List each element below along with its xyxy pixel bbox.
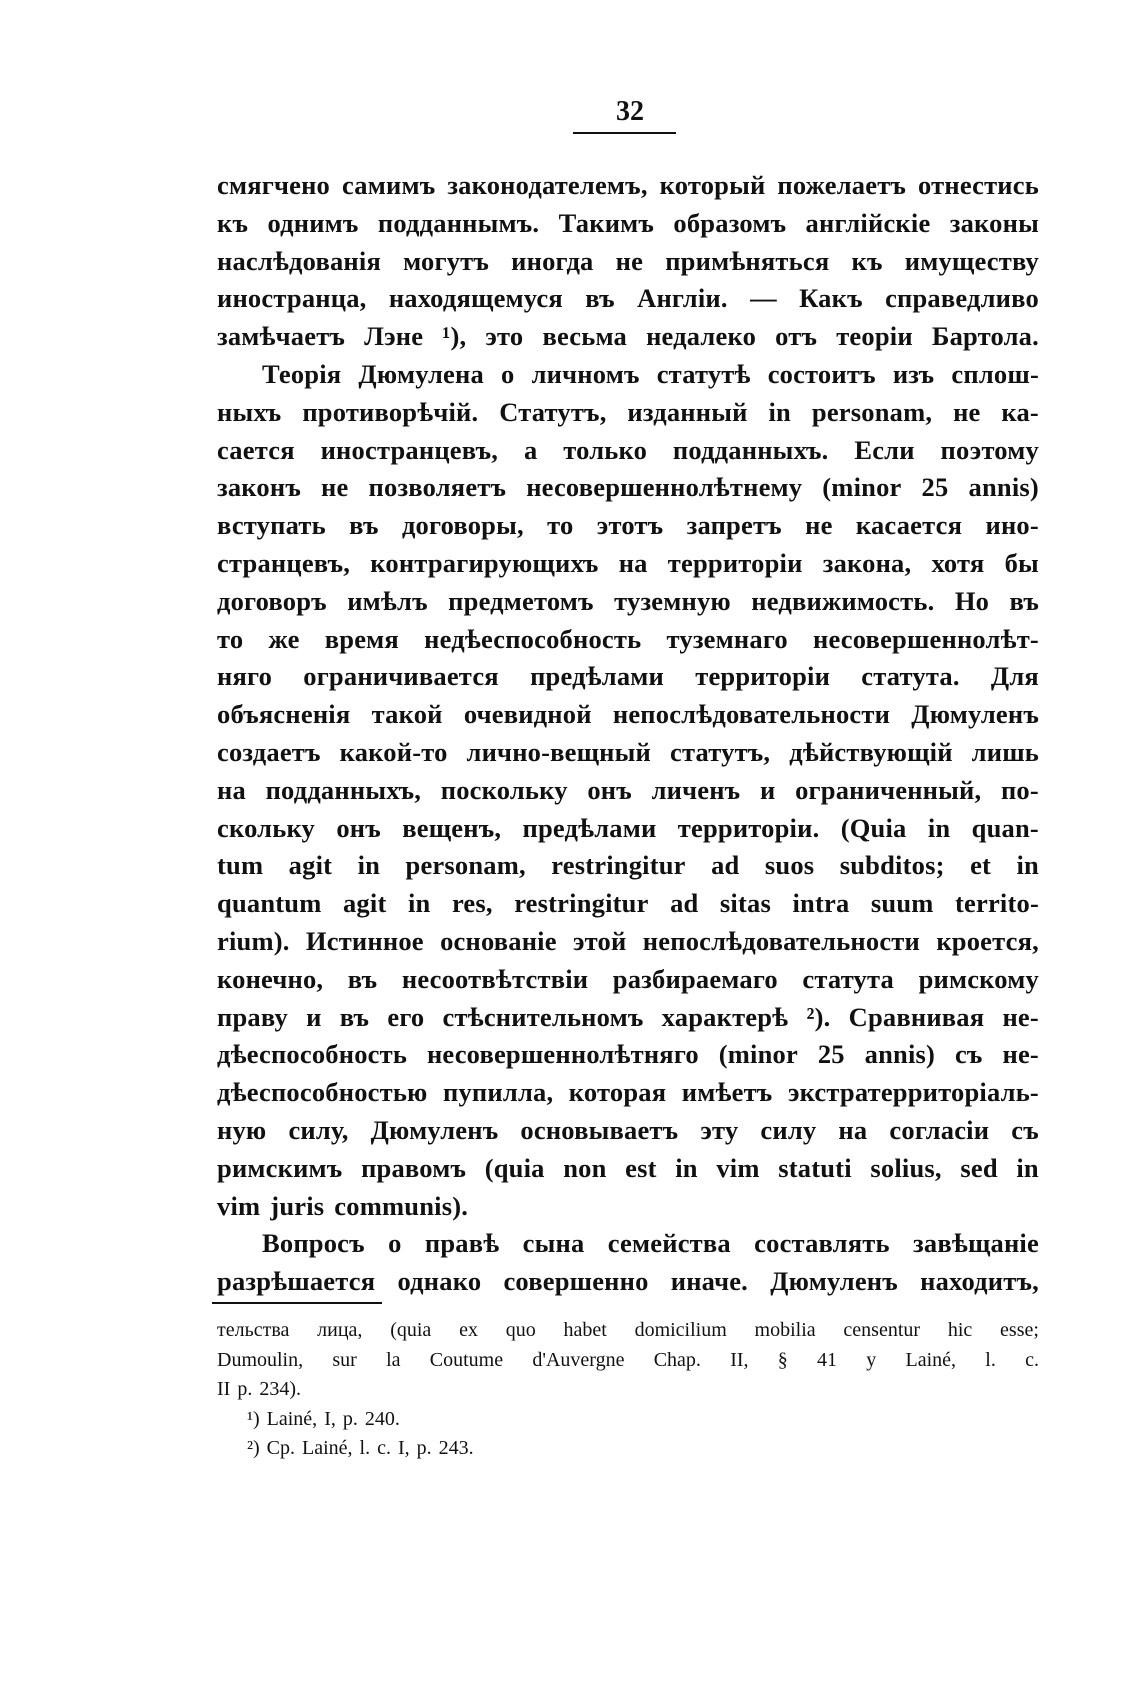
text-line: законъ не позволяетъ несовершеннолѣтнему (minor 25 annis) (217, 472, 1039, 503)
text-line: ную силу, Дюмуленъ основываетъ эту силу на согласіи съ (217, 1114, 1039, 1145)
text-line: tum agit in personam, restringitur ad suos subditos; et in (217, 850, 1039, 881)
footnote-separator (212, 1302, 382, 1304)
text-line: создаетъ какой-то лично-вещный статутъ, дѣйствующій лишь (217, 736, 1039, 767)
text-line: дѣеспособностью пупилла, которая имѣетъ экстратерриторіаль- (217, 1077, 1039, 1108)
text-line: скольку онъ вещенъ, предѣлами территоріи. (Quia in quan- (217, 812, 1039, 843)
text-line: дѣеспособность несовершеннолѣтняго (minor 25 annis) съ не- (217, 1039, 1039, 1070)
page-number-rule (573, 132, 676, 134)
footnote-line: II p. 234). (217, 1378, 301, 1400)
text-line: quantum agit in res, restringitur ad sitas intra suum territo- (217, 888, 1039, 919)
footnotes (217, 1316, 1039, 1464)
text-line: странцевъ, контрагирующихъ на территоріи закона, хотя бы (217, 547, 1039, 578)
text-line: смягчено самимъ законодателемъ, который пожелаетъ отнестись (217, 170, 1039, 200)
text-line: римскимъ правомъ (quia non est in vim statuti solius, sed in (217, 1152, 1039, 1183)
text-line: на подданныхъ, поскольку онъ личенъ и ограниченный, по- (217, 774, 1039, 805)
text-line: объясненія такой очевидной непослѣдовательности Дюмуленъ (217, 699, 1039, 730)
text-line: договоръ имѣлъ предметомъ туземную недвижимость. Но въ (217, 585, 1039, 616)
text-line: то же время недѣеспособность туземнаго несовершеннолѣт- (217, 623, 1039, 654)
text-line: няго ограничивается предѣлами территоріи статута. Для (217, 661, 1039, 692)
text-line: наслѣдованія могутъ иногда не примѣняться къ имуществу (217, 245, 1039, 276)
text-line: иностранца, находящемуся въ Англіи. — Какъ справедливо (217, 283, 1039, 314)
text-line: сается иностранцевъ, а только подданныхъ. Если поэтому (217, 434, 1039, 465)
footnote-line: ¹) Lainé, I, p. 240. (247, 1407, 400, 1430)
footnote-line: Dumoulin, sur la Coutume d'Auvergne Chap. II, § 41 y Lainé, l. c. (217, 1348, 1039, 1371)
text-line: вступать въ договоры, то этотъ запретъ не касается ино- (217, 510, 1039, 541)
footnote-line: тельства лица, (quia ex quo habet domicilium mobilia censentur hic esse; (217, 1319, 1039, 1341)
text-line: vim juris communis). (217, 1190, 469, 1221)
text-line: къ однимъ подданнымъ. Такимъ образомъ англійскіе законы (217, 207, 1039, 238)
body-text (217, 167, 1039, 1301)
page-number: 32 (616, 96, 644, 127)
text-line: праву и въ его стѣснительномъ характерѣ ²). Сравнивая не- (217, 1001, 1039, 1032)
text-line: конечно, въ несоотвѣтствіи разбираемаго статута римскому (217, 963, 1039, 994)
text-line: разрѣшается однако совершенно иначе. Дюмуленъ находитъ, (217, 1266, 1039, 1297)
text-line: замѣчаетъ Лэне ¹), это весьма недалеко отъ теоріи Бартола. (217, 321, 1039, 352)
text-line: ныхъ противорѣчій. Статутъ, изданный in personam, не ка- (217, 396, 1039, 427)
text-line: Теорія Дюмулена о личномъ статутѣ состоитъ изъ сплош- (262, 358, 1039, 389)
footnote-line: ²) Cp. Lainé, l. c. I, p. 243. (247, 1437, 474, 1459)
text-line: Вопросъ о правѣ сына семейства составлять завѣщаніе (262, 1228, 1039, 1259)
text-line: rium). Истинное основаніе этой непослѣдовательности кроется, (217, 925, 1039, 956)
